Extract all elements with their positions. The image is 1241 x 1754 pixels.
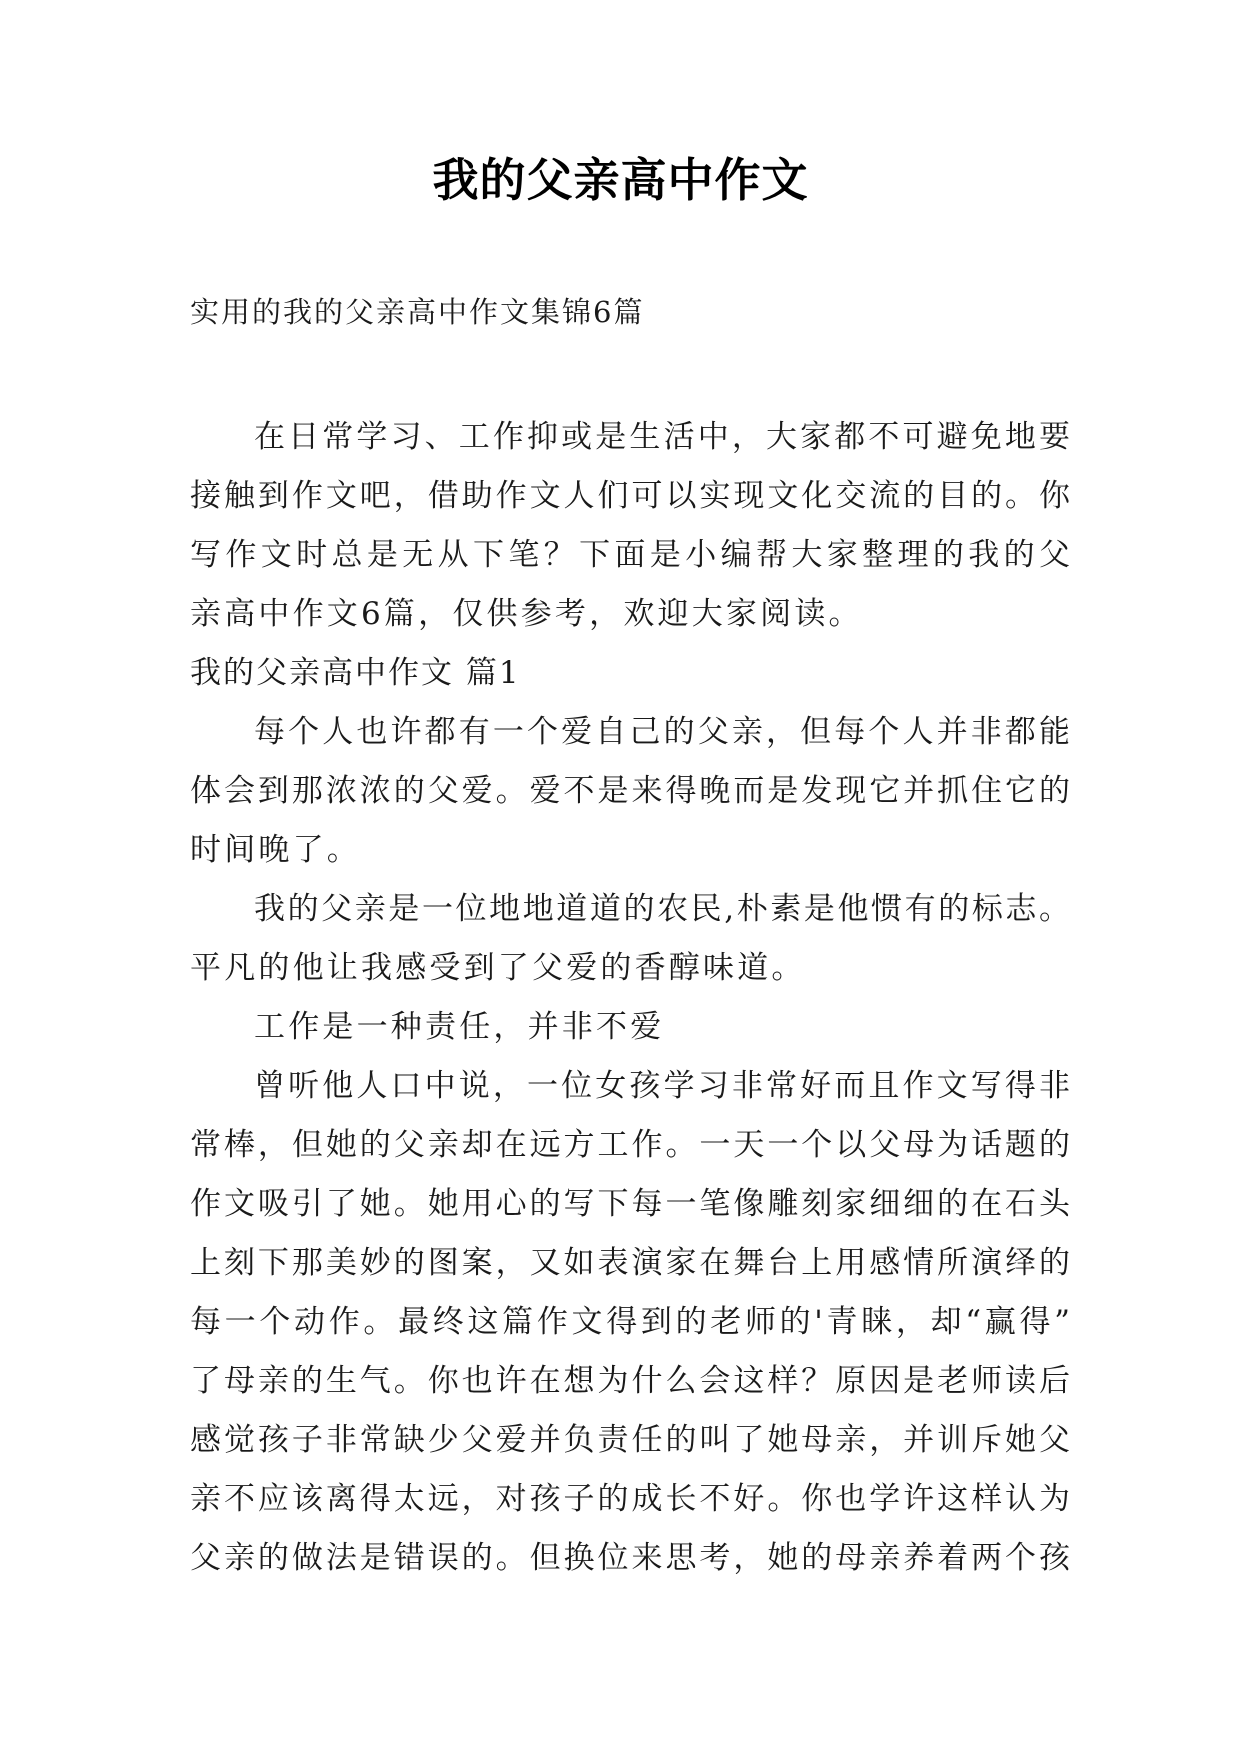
text-line: 工作是一种责任，并非不爱 bbox=[254, 1009, 665, 1045]
text-line: 平凡的他让我感受到了父爱的香醇味道。 bbox=[190, 950, 806, 986]
page-title: 我的父亲高中作文 bbox=[432, 153, 809, 207]
document-subtitle: 实用的我的父亲高中作文集锦6篇 bbox=[190, 295, 645, 329]
text-line: 每一个动作。最终这篇作文得到的老师的'青睐，却“赢得” bbox=[190, 1304, 1070, 1340]
text-line: 亲高中作文6篇，仅供参考，欢迎大家阅读。 bbox=[190, 596, 863, 632]
text-line: 上刻下那美妙的图案，又如表演家在舞台上用感情所演绎的 bbox=[190, 1245, 1070, 1281]
text-line: 曾听他人口中说，一位女孩学习非常好而且作文写得非 bbox=[254, 1068, 1070, 1104]
text-line: 亲不应该离得太远，对孩子的成长不好。你也学许这样认为 bbox=[190, 1481, 1070, 1517]
text-line: 作文吸引了她。她用心的写下每一笔像雕刻家细细的在石头 bbox=[190, 1186, 1070, 1222]
text-line: 父亲的做法是错误的。但换位来思考，她的母亲养着两个孩 bbox=[190, 1540, 1070, 1576]
article-body bbox=[190, 408, 1070, 1588]
text-line: 在日常学习、工作抑或是生活中，大家都不可避免地要 bbox=[254, 419, 1070, 455]
text-line: 接触到作文吧，借助作文人们可以实现文化交流的目的。你 bbox=[190, 478, 1070, 514]
text-line: 常棒，但她的父亲却在远方工作。一天一个以父母为话题的 bbox=[190, 1127, 1070, 1163]
text-line: 写作文时总是无从下笔？下面是小编帮大家整理的我的父 bbox=[190, 537, 1070, 573]
text-line: 感觉孩子非常缺少父爱并负责任的叫了她母亲，并训斥她父 bbox=[190, 1422, 1070, 1458]
text-line: 我的父亲是一位地地道道的农民,朴素是他惯有的标志。 bbox=[254, 891, 1070, 927]
text-line: 每个人也许都有一个爱自己的父亲，但每个人并非都能 bbox=[254, 714, 1070, 750]
text-line: 体会到那浓浓的父爱。爱不是来得晚而是发现它并抓住它的 bbox=[190, 773, 1070, 809]
section-heading: 我的父亲高中作文 篇1 bbox=[190, 655, 521, 691]
text-line: 时间晚了。 bbox=[190, 832, 361, 868]
text-line: 了母亲的生气。你也许在想为什么会这样？原因是老师读后 bbox=[190, 1363, 1070, 1399]
